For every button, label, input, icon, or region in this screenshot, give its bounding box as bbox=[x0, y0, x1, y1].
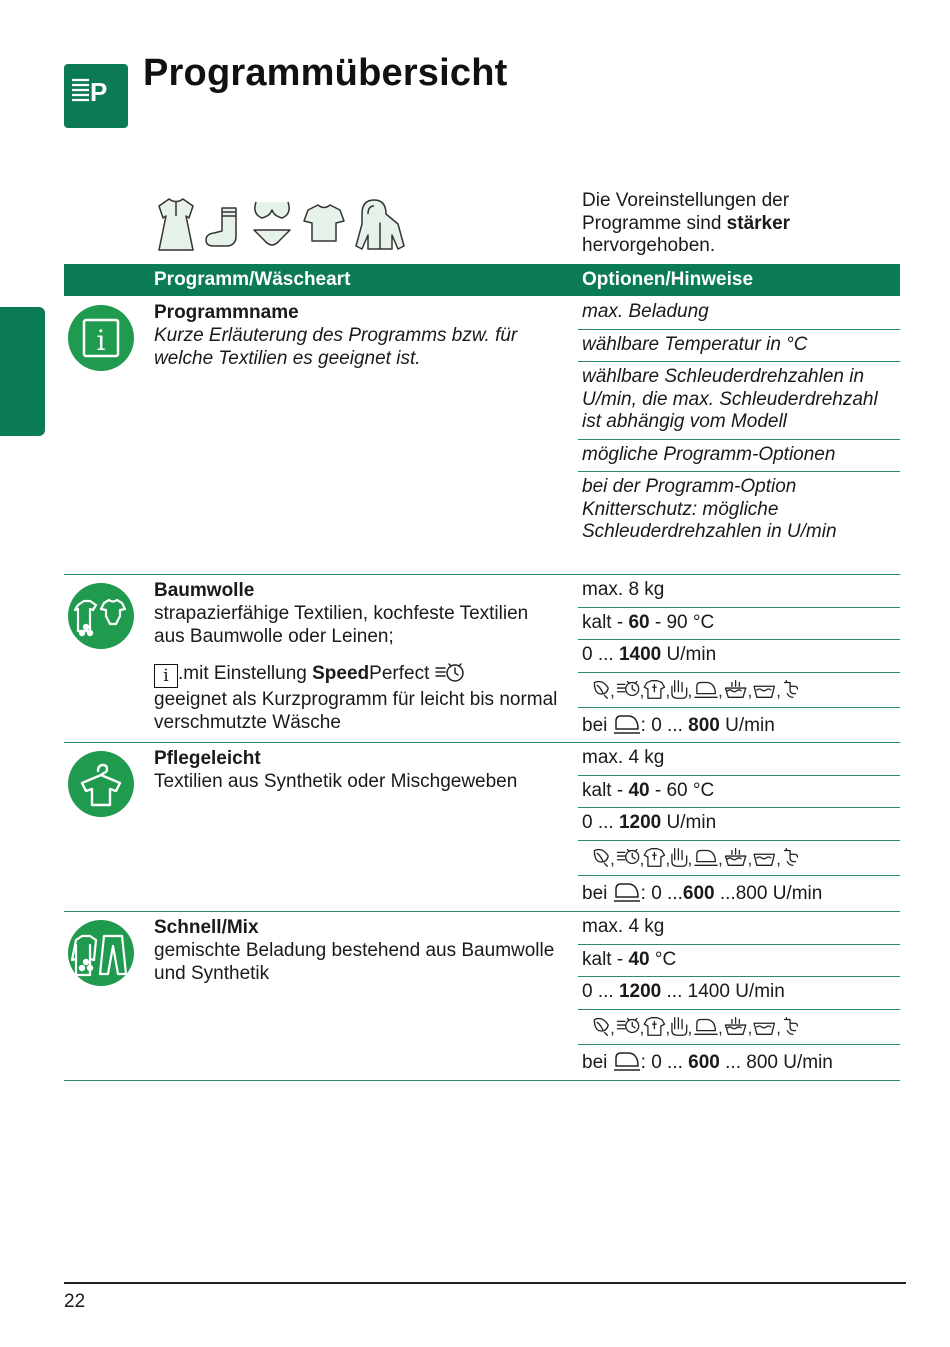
easy-care-icon bbox=[68, 751, 134, 817]
speed-perfect-icon bbox=[435, 660, 465, 684]
option-spin: 0 ... 1400 U/min bbox=[578, 640, 900, 673]
options-list bbox=[578, 743, 900, 911]
option-wrinkle: bei : 0 ... 600 ... 800 U/min bbox=[578, 1045, 900, 1080]
page-title: Programmübersicht bbox=[143, 52, 508, 94]
legend-row bbox=[64, 297, 900, 575]
option-symbols bbox=[578, 673, 900, 709]
program-description: Kurze Erläuterung des Programms bzw. für welche Textilien es geeignet ist. bbox=[154, 325, 518, 369]
program-description: Textilien aus Synthetik oder Mischgeweben bbox=[154, 771, 518, 792]
option-programs: mögliche Programm-Optionen bbox=[578, 440, 900, 473]
options-list bbox=[578, 575, 900, 743]
option-symbols bbox=[578, 841, 900, 877]
option-temp: kalt - 40 °C bbox=[578, 945, 900, 978]
lingerie-icon bbox=[254, 202, 290, 245]
page-number: 22 bbox=[64, 1291, 86, 1312]
chapter-tab bbox=[0, 307, 45, 436]
program-name: Programmname bbox=[154, 302, 299, 323]
program-row-baumwolle bbox=[64, 575, 900, 743]
option-symbols-icons bbox=[582, 845, 832, 869]
option-symbols-icons bbox=[582, 1014, 832, 1038]
option-spin: wählbare Schleuderdrehzahlen in U/min, die max. Schleuderdrehzahl ist abhängig vom Modell bbox=[578, 362, 900, 440]
wrinkle-iron-icon bbox=[613, 712, 641, 736]
quick-mix-icon bbox=[68, 920, 134, 986]
option-symbols bbox=[578, 1010, 900, 1046]
dress-icon bbox=[159, 199, 193, 250]
program-description: strapazierfähige Textilien, kochfeste Textilien aus Baumwolle oder Leinen; bbox=[154, 603, 529, 647]
option-temp: kalt - 40 - 60 °C bbox=[578, 776, 900, 809]
option-wrinkle: bei : 0 ... 800 U/min bbox=[578, 708, 900, 743]
option-load: max. 4 kg bbox=[578, 743, 900, 776]
program-description: gemischte Beladung bestehend aus Baumwolle und Synthetik bbox=[154, 940, 555, 984]
tshirt-icon bbox=[304, 205, 344, 241]
jacket-icon bbox=[356, 200, 404, 249]
program-name: Baumwolle bbox=[154, 580, 255, 601]
svg-text:i: i bbox=[96, 324, 106, 357]
options-list bbox=[578, 297, 900, 549]
header-program: Programm/Wäscheart bbox=[154, 269, 351, 290]
speed-perfect-note: i .mit Einstellung SpeedPerfect geeignet als Kurzprogramm für leicht bis normal verschmutzte Wäsche bbox=[154, 660, 564, 734]
program-row-pflegeleicht bbox=[64, 743, 900, 912]
header-options: Optionen/Hinweise bbox=[582, 269, 754, 290]
option-temp: wählbare Temperatur in °C bbox=[578, 330, 900, 363]
info-box-icon: i bbox=[154, 664, 178, 688]
option-spin: 0 ... 1200 U/min bbox=[578, 808, 900, 841]
cotton-icon bbox=[68, 583, 134, 649]
program-logo-icon bbox=[64, 64, 128, 128]
svg-text:P: P bbox=[90, 77, 108, 107]
program-name: Pflegeleicht bbox=[154, 748, 261, 769]
intro-text: Die Voreinstellungen der Programme sind stärker hervorgehoben. bbox=[582, 190, 791, 256]
option-load: max. Beladung bbox=[578, 297, 900, 330]
option-wrinkle: bei : 0 ...600 ...800 U/min bbox=[578, 876, 900, 911]
info-icon bbox=[68, 305, 134, 371]
option-spin: 0 ... 1200 ... 1400 U/min bbox=[578, 977, 900, 1010]
option-load: max. 8 kg bbox=[578, 575, 900, 608]
sock-icon bbox=[206, 208, 236, 246]
program-name: Schnell/Mix bbox=[154, 917, 259, 938]
option-temp: kalt - 60 - 90 °C bbox=[578, 608, 900, 641]
program-row-schnell-mix bbox=[64, 912, 900, 1081]
option-wrinkle: bei der Programm-Option Knitterschutz: mögliche Schleuderdrehzahlen in U/min bbox=[582, 476, 837, 542]
footer-rule bbox=[64, 1282, 906, 1284]
garment-icons bbox=[156, 196, 406, 256]
option-load: max. 4 kg bbox=[578, 912, 900, 945]
wrinkle-iron-icon bbox=[613, 880, 641, 904]
option-symbols-icons bbox=[582, 677, 832, 701]
wrinkle-iron-icon bbox=[613, 1049, 641, 1073]
table-header bbox=[64, 264, 900, 296]
options-list bbox=[578, 912, 900, 1080]
